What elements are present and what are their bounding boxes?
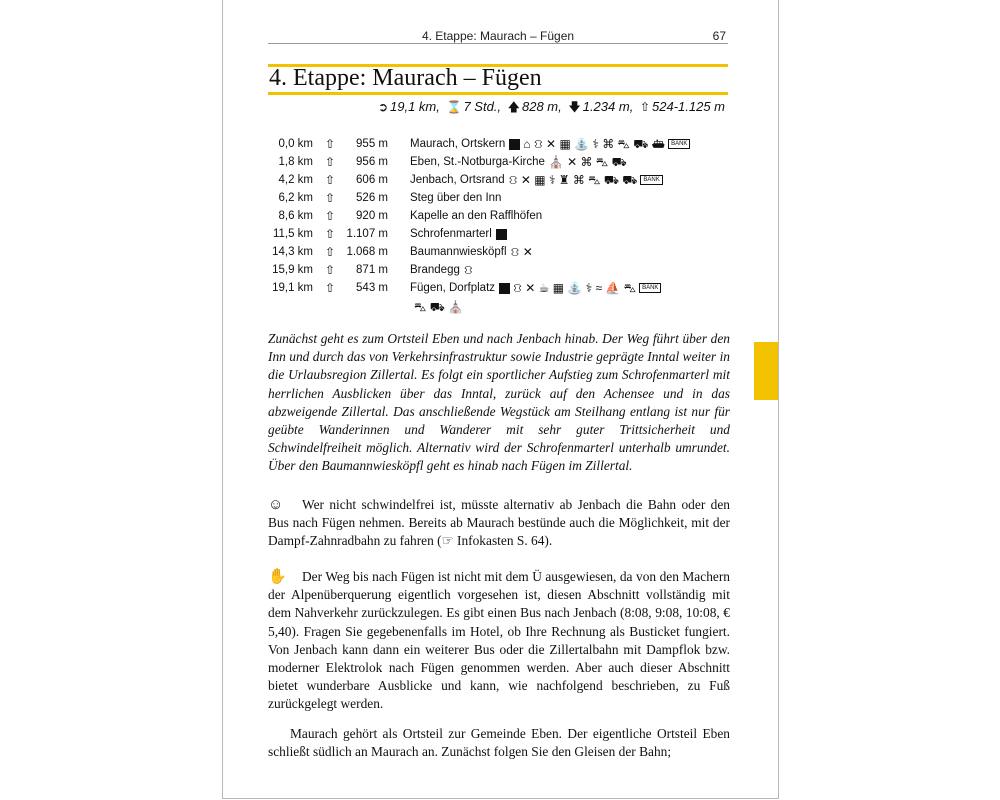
- route-row: [268, 261, 738, 279]
- route-altitude: 606 m: [356, 174, 388, 186]
- route-place-cell: [410, 246, 536, 258]
- altitude-arrow-icon: ⇧: [324, 191, 335, 205]
- facility-symbols: ⛻ ✕: [510, 245, 533, 259]
- route-km: 4,2 km: [278, 174, 313, 186]
- stat-descent: 1.234 m,: [582, 99, 634, 114]
- route-place-cell: [410, 282, 664, 294]
- route-place: Eben, St.-Notburga-Kirche: [410, 156, 545, 168]
- route-place: Maurach, Ortskern: [410, 138, 506, 150]
- route-place: Baumannwiesköpfl: [410, 246, 507, 258]
- route-km: 6,2 km: [278, 192, 313, 204]
- altitude-arrow-icon: ⇧: [324, 227, 335, 241]
- altitude-arrow-icon: ⇧: [324, 209, 335, 223]
- route-row: [268, 171, 738, 189]
- facility-icons: [414, 301, 466, 313]
- route-place: Kapelle an den Rafflhöfen: [410, 210, 543, 222]
- route-place: Fügen, Dorfplatz: [410, 282, 496, 294]
- arrow-down-icon: 🡇: [568, 100, 581, 114]
- route-table: [268, 135, 738, 317]
- tip-reference: Infokasten S. 64).: [457, 533, 553, 549]
- facility-icons: [511, 246, 536, 258]
- route-row: [268, 189, 738, 207]
- bank-icon: BANK: [640, 175, 662, 185]
- stat-altitude-range: 524-1.125 m: [652, 99, 725, 114]
- route-km: 11,5 km: [272, 228, 313, 240]
- stage-title: 4. Etappe: Maurach – Fügen: [269, 65, 542, 91]
- intro-paragraph: Zunächst geht es zum Ortsteil Eben und nach Jenbach hinab. Der Weg führt über den Inn und durch das von Verkehrsinfrastruktur sowie Industrie geprägte Inntal weiter in die Urlaubsregion Zillertal. Es folgt ein sportlicher Aufstieg zum Schrofenmarterl mit herrlichen Ausblicken über das Inntal, zurück auf den Achensee und in das abzweigende Zillertal. Das anschließende Wegstück am Steilhang entlang ist nur für geübte Wanderinnen und Wanderer mit sehr guter Trittsicherheit und Schwindelfreiheit möglich. Alternativ wird der Schrofenmarterl unterhalb umrundet. Über den Baumannwiesköpfl geht es hinab nach Fügen im Zillertal.: [268, 331, 730, 474]
- facility-symbols: ⛻ ✕ ▦ ⚕ ♜ ⌘ ⛍ ⛟ ⛟: [508, 173, 638, 187]
- bank-icon: BANK: [668, 139, 690, 149]
- shrine-icon: [496, 229, 507, 240]
- facility-icons: [499, 282, 664, 294]
- hourglass-icon: ⌛: [446, 100, 462, 114]
- tip-text: Wer nicht schwindelfrei ist, müsste alternativ ab Jenbach die Bahn oder den Bus nach Fügen nehmen. Bereits ab Maurach bestünde auch die Möglichkeit, mit der Dampf-Zahnradbahn zu fahren (: [268, 497, 730, 549]
- running-title: 4. Etappe: Maurach – Fügen: [421, 29, 575, 43]
- altitude-arrow-icon: ⇧: [324, 281, 335, 295]
- route-place-cell: [410, 301, 466, 313]
- smiley-icon: ☺: [268, 497, 284, 513]
- route-place-cell: [410, 138, 693, 150]
- route-place: Steg über den Inn: [410, 192, 502, 204]
- route-row: [268, 243, 738, 261]
- facility-symbols: ⛻: [463, 263, 473, 277]
- facility-symbols: ⛍ ⛟ ⛪: [414, 300, 464, 314]
- route-km: 1,8 km: [278, 156, 313, 168]
- running-header: [268, 29, 728, 43]
- route-place-cell: [410, 156, 630, 168]
- bank-icon: BANK: [639, 283, 661, 293]
- hand-icon: ✋: [268, 569, 287, 585]
- body-paragraph: Maurach gehört als Ortsteil zur Gemeinde Eben. Der eigentliche Ortsteil Eben schließt südlich an Maurach an. Zunächst folgen Sie den Gleisen der Bahn;: [268, 726, 730, 760]
- header-rule: [268, 43, 728, 44]
- route-place: Schrofenmarterl: [410, 228, 492, 240]
- stage-stats: [378, 98, 728, 119]
- facility-icons: [464, 264, 476, 276]
- route-altitude: 956 m: [356, 156, 388, 168]
- facility-icons: [509, 138, 693, 150]
- facility-symbols: ⌂ ⛻ ✕ ▦ ⛲ ⚕ ⌘ ⛍ ⛟ ⛴: [523, 137, 666, 151]
- route-km: 19,1 km: [272, 282, 313, 294]
- route-place-cell: [410, 210, 542, 222]
- info-icon: [509, 139, 520, 150]
- route-row: [268, 135, 738, 153]
- route-altitude: 526 m: [356, 192, 388, 204]
- facility-icons: [549, 156, 630, 168]
- title-rule-bottom: [268, 92, 728, 95]
- altitude-arrow-icon: ⇧: [324, 155, 335, 169]
- route-km: 14,3 km: [272, 246, 313, 258]
- note-text: Der Weg bis nach Fügen ist nicht mit dem Ü ausgewiesen, da von den Machern der Alpenüberquerung eigentlich vorgesehen ist, diesen Abschnitt vollständig mit dem Nahverkehr zurückzulegen. Es gibt einen Bus nach Jenbach (8:08, 9:08, 10:08, € 5,40). Fragen Sie gegebenenfalls im Hotel, ob Ihre Rechnung als Busticket fungiert. Von Jenbach kann dann ein weiterer Bus oder die Zillertalbahn mit Dampflok bzw. moderner Elektrolok nach Fügen genommen werden. Aber auch dieser Abschnitt bietet wunderbare Ausblicke und kann, wie nachfolgend beschrieben, zu Fuß zurückgelegt werden.: [268, 569, 730, 712]
- stat-distance: 19,1 km,: [390, 99, 440, 114]
- route-altitude: 871 m: [356, 264, 388, 276]
- route-row: [268, 225, 738, 243]
- page-number: 67: [712, 29, 726, 43]
- route-row: [268, 153, 738, 171]
- route-km: 0,0 km: [278, 138, 313, 150]
- route-place-cell: [410, 228, 510, 240]
- altitude-arrow-icon: ⇧: [324, 173, 335, 187]
- pointing-hand-icon: ☞: [441, 533, 454, 549]
- route-km: 8,6 km: [278, 210, 313, 222]
- altitude-arrow-icon: ⇧: [324, 245, 335, 259]
- facility-icons: [496, 229, 510, 240]
- route-altitude: 543 m: [356, 282, 388, 294]
- distance-icon: ➲: [377, 100, 389, 114]
- altitude-arrow-icon: ⇧: [324, 263, 335, 277]
- route-altitude: 920 m: [356, 210, 388, 222]
- note-paragraph: [268, 568, 730, 714]
- route-km: 15,9 km: [272, 264, 313, 276]
- facility-symbols: ⛪ ✕ ⌘ ⛍ ⛟: [548, 155, 627, 169]
- route-altitude: 1.107 m: [346, 228, 388, 240]
- facility-symbols: ⛻ ✕ ☕ ▦ ⛲ ⚕ ≈ ⛵ ⛍: [513, 281, 637, 295]
- info-icon: [499, 283, 510, 294]
- stat-ascent: 828 m,: [522, 99, 562, 114]
- route-row: [268, 279, 738, 297]
- route-altitude: 1.068 m: [346, 246, 388, 258]
- route-place: Brandegg: [410, 264, 460, 276]
- tip-paragraph: [268, 496, 730, 551]
- route-place: Jenbach, Ortsrand: [410, 174, 505, 186]
- route-place-cell: [410, 192, 501, 204]
- stat-duration: 7 Std.,: [463, 99, 502, 114]
- chapter-thumb-tab: [754, 342, 778, 400]
- route-altitude: 955 m: [356, 138, 388, 150]
- arrow-up-icon: 🡅: [507, 100, 520, 114]
- route-place-cell: [410, 174, 666, 186]
- facility-icons: [509, 174, 666, 186]
- altitude-arrow-icon: ⇧: [639, 100, 650, 114]
- route-row: [268, 207, 738, 225]
- altitude-arrow-icon: ⇧: [324, 137, 335, 151]
- route-row-continuation: [268, 297, 738, 317]
- route-place-cell: [410, 264, 476, 276]
